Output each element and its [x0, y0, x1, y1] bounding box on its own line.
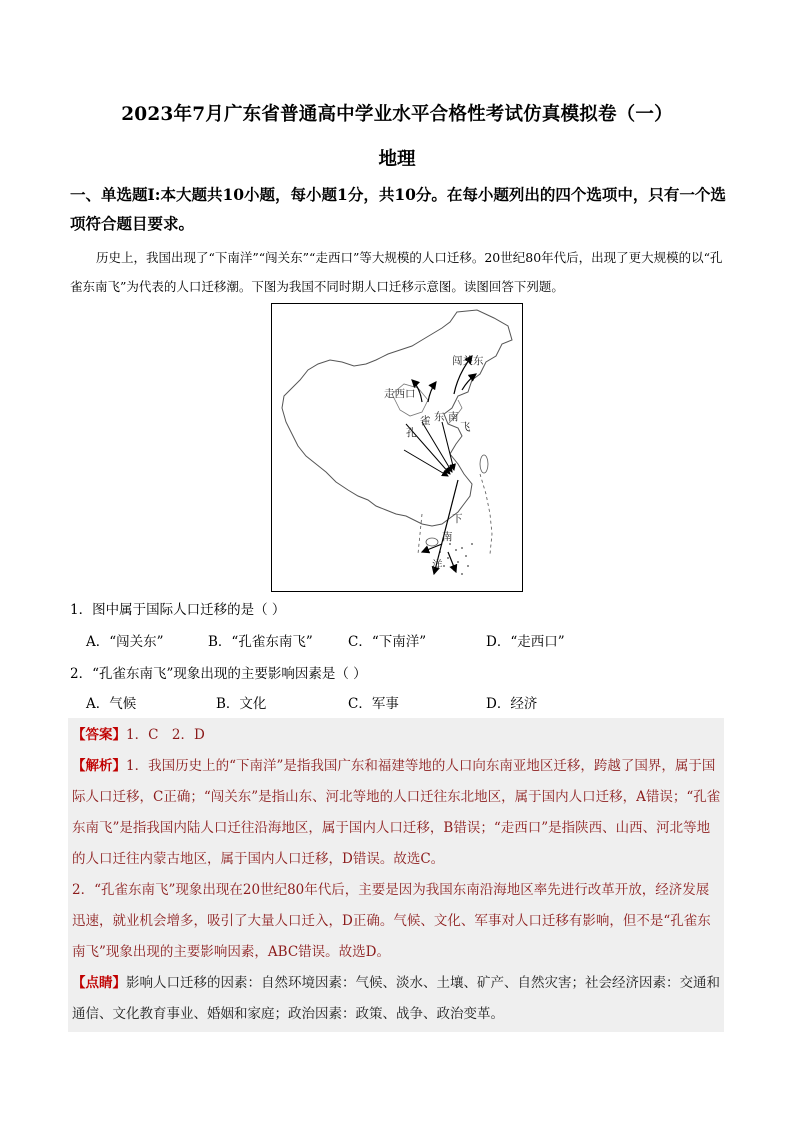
taiwan-island — [480, 455, 488, 473]
china-border — [282, 310, 512, 526]
answer-line — [72, 720, 722, 751]
hint-tag: 【点睛】 — [72, 975, 126, 991]
label-dong: 东 — [434, 411, 445, 423]
zou-xi-kou-arrows — [412, 380, 436, 402]
label-que: 雀 — [420, 415, 431, 427]
label-xia: 下 — [452, 513, 463, 525]
china-outline-map — [272, 304, 522, 591]
migration-map — [271, 303, 523, 592]
label-fei: 飞 — [460, 421, 471, 433]
analysis-2 — [72, 875, 722, 968]
label-chuang-guan-dong: 闯关东 — [452, 355, 484, 367]
sea-islands — [439, 543, 473, 575]
label-kong: 孔 — [406, 427, 417, 439]
q2-option-c[interactable]: C．军事 — [348, 696, 399, 712]
q1-option-d[interactable]: D．“走西口” — [486, 634, 565, 650]
q1-option-b[interactable]: B．“孔雀东南飞” — [208, 634, 313, 650]
label-zou-xi-kou: 走西口 — [384, 388, 416, 400]
analysis-1-text: 1．我国历史上的“下南洋”是指我国广东和福建等地的人口向东南亚地区迁移，跨越了国界，属于国际人口迁移，C正确；“闯关东”是指山东、河北等地的人口迁往东北地区，属于国内人口迁移，A错误；“孔雀东南飞”是指我国内陆人口迁往沿海地区，属于国内人口迁移，B错误；“走西口”是指陕西、山西、河北等地的人口迁往内蒙古地区，属于国内人口迁移，D错误。故选C。 — [72, 758, 721, 867]
label-nan2: 南 — [442, 531, 453, 543]
exam-title: 2023年7月广东省普通高中学业水平合格性考试仿真模拟卷（一） — [121, 104, 673, 125]
q1-option-c[interactable]: C．“下南洋” — [348, 634, 427, 650]
analysis-2-text: 2．“孔雀东南飞”现象出现在20世纪80年代后，主要是因为我国东南沿海地区率先进行改革开放，经济发展迅速，就业机会增多，吸引了大量人口迁入，D正确。气候、文化、军事对人口迁移有影响，但不是“孔雀东南飞”现象出现的主要影响因素，ABC错误。故选D。 — [72, 882, 711, 960]
question-2-stem: 2．“孔雀东南飞”现象出现的主要影响因素是（ ） — [70, 666, 367, 682]
subject-title: 地理 — [378, 149, 416, 170]
analysis-tag: 【解析】 — [72, 758, 126, 774]
dashed-sea-line — [480, 474, 492, 554]
hint-block — [72, 968, 722, 1030]
q1-option-a[interactable]: A．“闯关东” — [86, 634, 164, 650]
hainan-island — [426, 538, 438, 546]
section-heading: 一、单选题I:本大题共10小题，每小题1分，共10分。在每小题列出的四个选项中，只有一个选项符合题目要求。 — [70, 185, 726, 233]
label-yang: 洋 — [432, 559, 443, 571]
q2-option-a[interactable]: A．气候 — [86, 696, 137, 712]
left-dashed-line — [418, 514, 422, 554]
q2-option-b[interactable]: B．文化 — [216, 696, 267, 712]
hint-text: 影响人口迁移的因素：自然环境因素：气候、淡水、土壤、矿产、自然灾害；社会经济因素：交通和通信、文化教育事业、婚姻和家庭；政治因素：政策、战争、政治变革。 — [72, 975, 720, 1022]
question-intro: 历史上，我国出现了“下南洋”“闯关东”“走西口”等大规模的人口迁移。20世纪80年代后，出现了更大规模的以“孔雀东南飞”为代表的人口迁移潮。下图为我国不同时期人口迁移示意图。读图回答下列题。 — [70, 250, 723, 294]
q2-option-d[interactable]: D．经济 — [486, 696, 538, 712]
label-nan: 南 — [448, 411, 459, 423]
answer-text: 1．C 2．D — [126, 727, 205, 743]
analysis-1 — [72, 751, 722, 875]
answer-tag: 【答案】 — [72, 727, 126, 743]
question-1-stem: 1．图中属于国际人口迁移的是（ ） — [70, 602, 286, 618]
